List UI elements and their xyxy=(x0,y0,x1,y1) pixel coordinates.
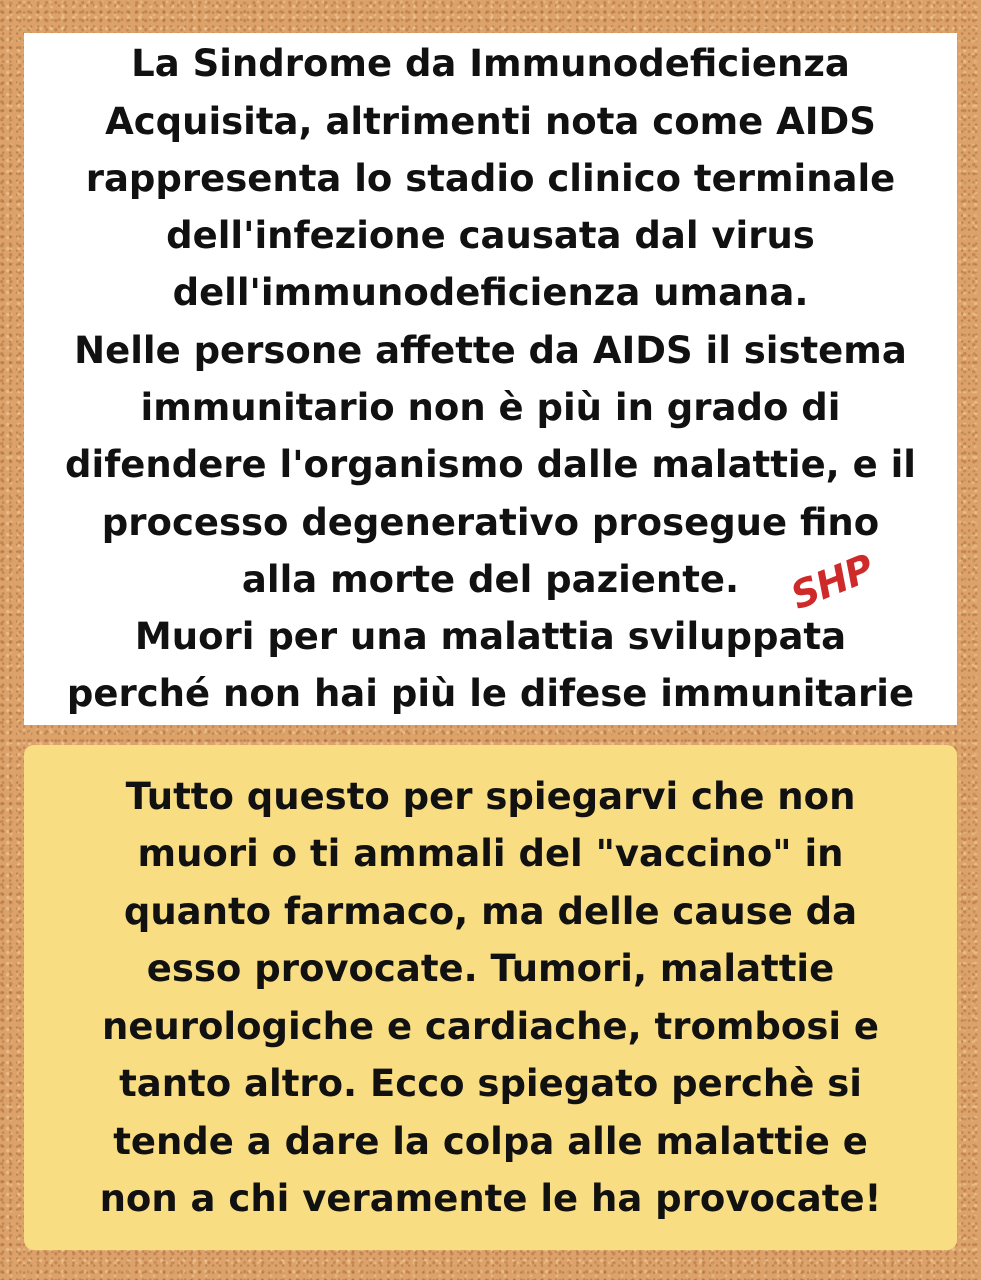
text-line: non a chi veramente le ha provocate! xyxy=(99,1177,882,1220)
text-line: alla morte del paziente. xyxy=(241,557,740,601)
text-line: Muori per una malattia sviluppata xyxy=(134,615,847,659)
text-line: perché non hai più le difese immunitarie xyxy=(66,672,915,716)
text-line: immunitario non è più in grado di xyxy=(140,386,841,429)
text-line: processo degenerativo prosegue fino xyxy=(101,500,880,544)
text-line: neurologiche e cardiache, trombosi e xyxy=(101,1004,880,1048)
text-line: Acquisita, altrimenti nota come AIDS xyxy=(105,99,876,143)
text-line: tende a dare la colpa alle malattie e xyxy=(113,1119,868,1163)
text-line: dell'immunodeficienza umana. xyxy=(172,271,809,315)
info-panel-yellow xyxy=(24,745,957,1250)
text-line: esso provocate. Tumori, malattie xyxy=(146,947,835,990)
signature-watermark: SHP xyxy=(784,545,880,619)
info-panel-white xyxy=(24,33,957,725)
text-line: dell'infezione causata dal virus xyxy=(166,214,815,258)
text-line: rappresenta lo stadio clinico terminale xyxy=(85,156,896,200)
text-line: tanto altro. Ecco spiegato perchè si xyxy=(119,1062,862,1105)
text-line: Tutto questo per spiegarvi che non xyxy=(125,774,856,818)
text-line: muori o ti ammali del "vaccino" in xyxy=(137,832,844,875)
text-line: Nelle persone affette da AIDS il sistema xyxy=(74,328,907,372)
text-line: difendere l'organismo dalle malattie, e il xyxy=(65,443,916,487)
text-line: quanto farmaco, ma delle cause da xyxy=(123,889,858,933)
text-line: La Sindrome da Immunodeficienza xyxy=(131,42,850,86)
